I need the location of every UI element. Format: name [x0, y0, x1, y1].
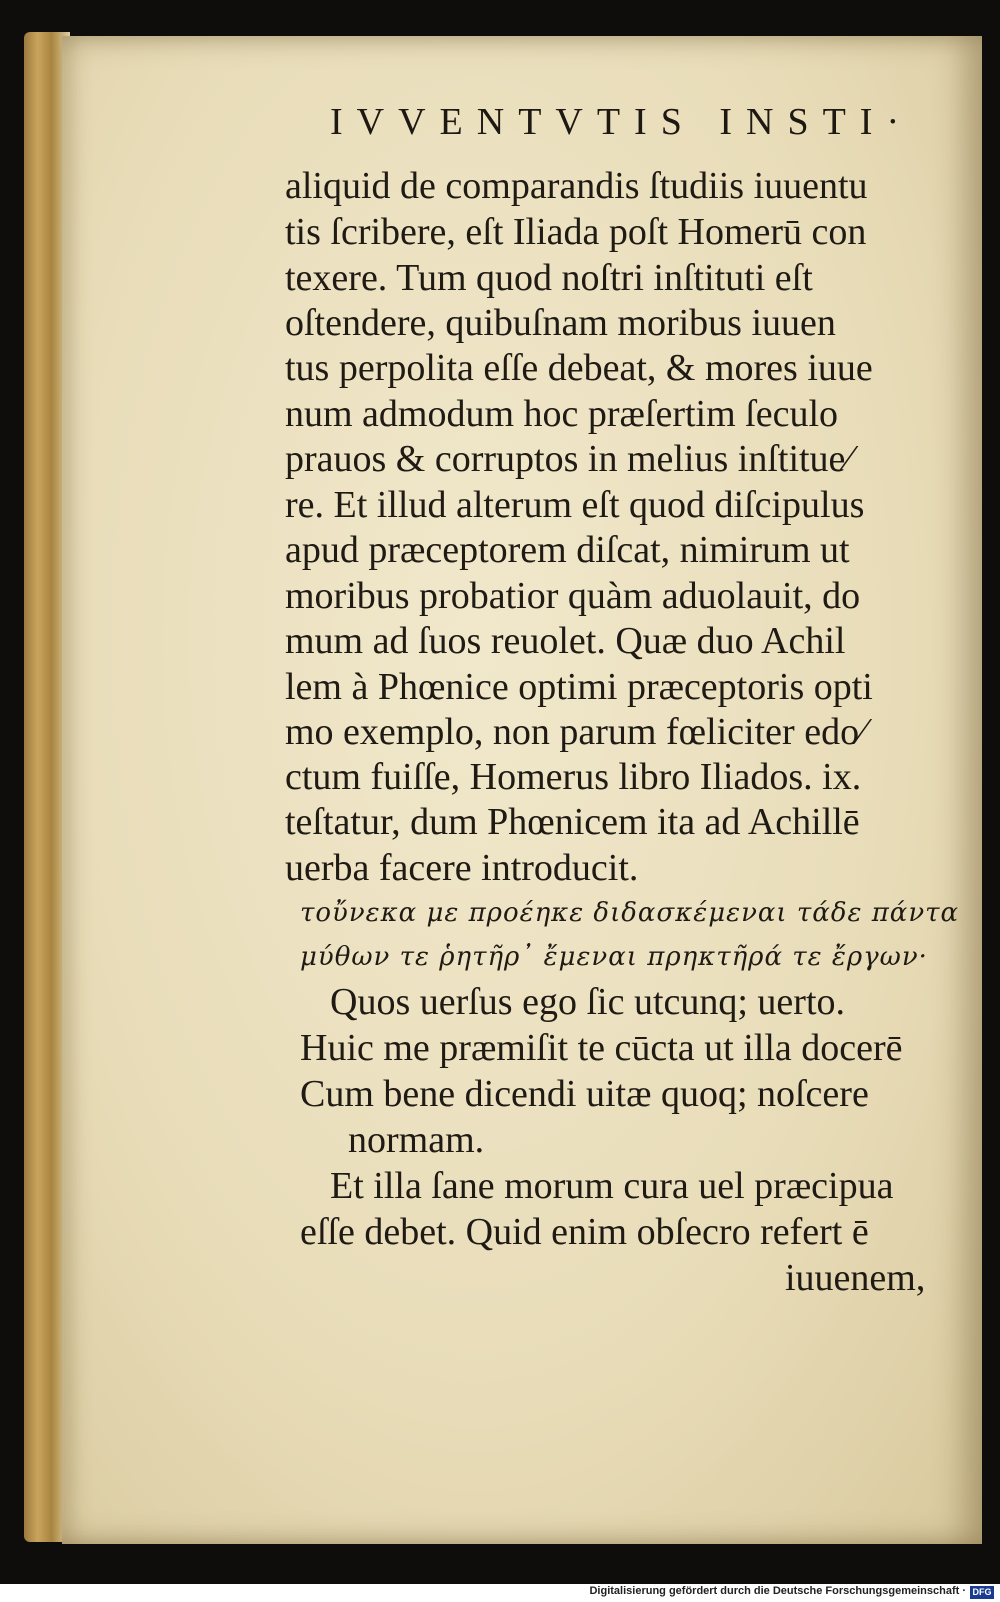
- running-head: IVVENTVTIS INSTI·: [330, 101, 914, 143]
- greek-verse-line: μύθων τε ῥητῆρ᾽ ἔμεναι πρηκτῆρά τε ἔργων·: [300, 942, 928, 972]
- body-line: texere. Tum quod noſtri inſtituti eſt: [285, 257, 813, 299]
- body-line: mo exemplo, non parum fœliciter edo⁄: [285, 711, 866, 753]
- body-line: moribus probatior quàm aduolauit, do: [285, 575, 861, 617]
- body-line: uerba facere introducit.: [285, 847, 639, 889]
- body-line: tis ſcribere, eſt Iliada poſt Homerū con: [285, 211, 867, 253]
- body-line: ctum fuiſſe, Homerus libro Iliados. ix.: [285, 756, 862, 798]
- footer-credit: Digitalisierung gefördert durch die Deutsche Forschungsgemeinschaft ·: [589, 1585, 966, 1597]
- body-line: apud præceptorem diſcat, nimirum ut: [285, 529, 850, 571]
- verse-line: Cum bene dicendi uitæ quoq; noſcere: [300, 1073, 869, 1115]
- body-line: mum ad ſuos reuolet. Quæ duo Achil: [285, 620, 846, 662]
- verse-line: normam.: [348, 1119, 485, 1161]
- body-line: prauos & corruptos in melius inſtitue⁄: [285, 438, 852, 480]
- body-line: tus perpolita eſſe debeat, & mores iuue: [285, 347, 873, 389]
- body-line: aliquid de comparandis ſtudiis iuuentu: [285, 165, 868, 207]
- verse-line: Quos uerſus ego ſic utcunq; uerto.: [330, 981, 846, 1023]
- dfg-logo: DFG: [970, 1586, 994, 1599]
- body-line: re. Et illud alterum eſt quod diſcipulus: [285, 484, 865, 526]
- body-line: oſtendere, quibuſnam moribus iuuen: [285, 302, 836, 344]
- body-line: num admodum hoc præſertim ſeculo: [285, 393, 839, 435]
- body-line: teſtatur, dum Phœnicem ita ad Achillē: [285, 801, 860, 843]
- catchword: iuuenem,: [785, 1257, 926, 1299]
- verse-line: Huic me præmiſit te cūcta ut illa docerē: [300, 1027, 903, 1069]
- verse-line: Et illa ſane morum cura uel præcipua: [330, 1165, 894, 1207]
- greek-verse-line: τοὔνεκα με προέηκε διδασκέμεναι τάδε πάντα: [300, 898, 960, 928]
- verse-line: eſſe debet. Quid enim obſecro refert ē: [300, 1211, 869, 1253]
- body-line: lem à Phœnice optimi præceptoris opti: [285, 666, 873, 708]
- footer-bar: [0, 1584, 1000, 1602]
